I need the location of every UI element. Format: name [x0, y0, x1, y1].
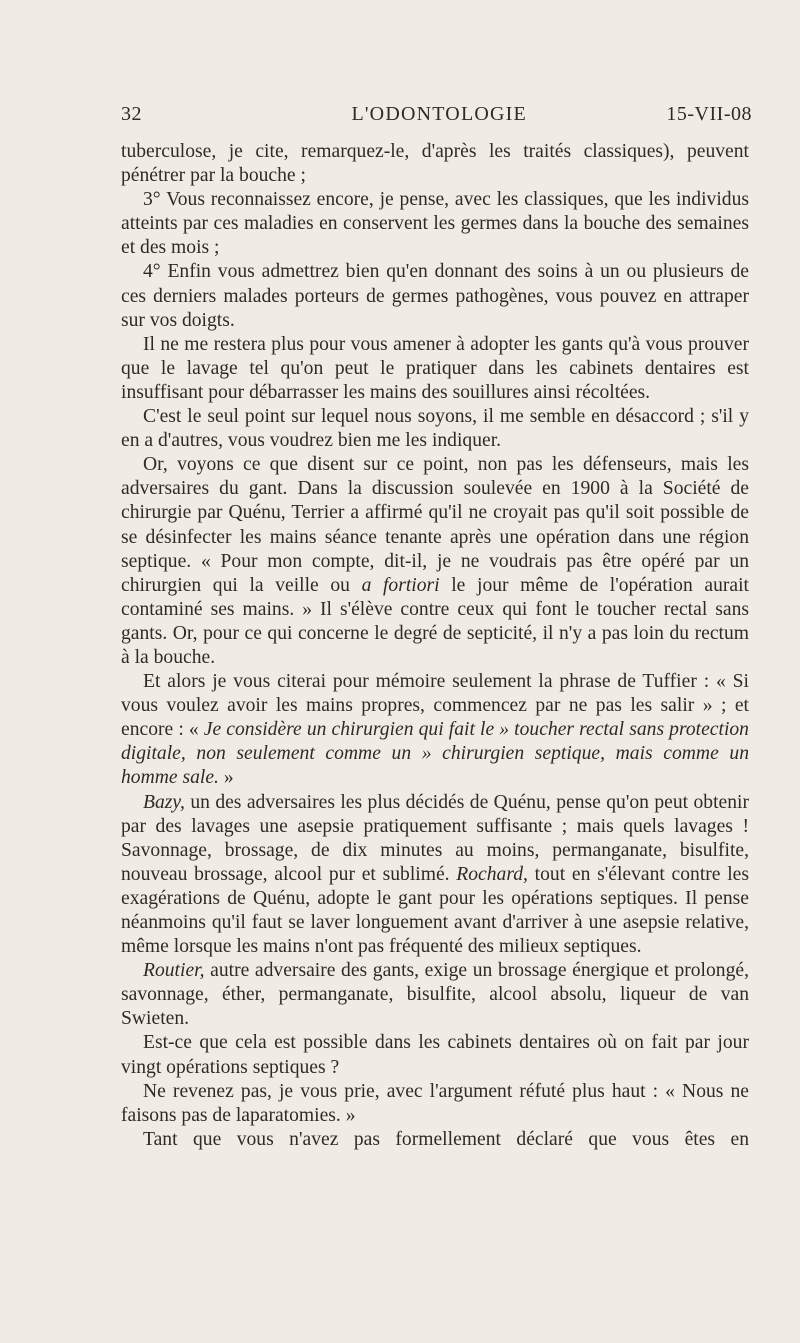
italic-name-routier: Routier,	[143, 960, 205, 982]
italic-name-rochard: Rochard,	[456, 863, 528, 885]
paragraph-rochard-text: tout en s'élevant contre les exagérations de Quénu, adopte le gant pour les opérations septiques. Il pense néanmoins qu'il faut se laver longuement avant d'arriver à une asepsie relative, même lorsque les mains n'ont pas fréquenté des milieux septiques.	[121, 863, 749, 958]
paragraph-point-4: 4° Enfin vous admettrez bien qu'en donnant des soins à un ou plusieurs de ces derniers malades porteurs de germes pathogènes, vous pouvez en attraper sur vos doigts.	[121, 261, 749, 331]
paragraph-terrier-text-b: le jour même de l'opération aurait contaminé ses mains. » Il s'élève contre ceux qui font le toucher rectal sans gants. Or, pour ce qui concerne le degré de septicité, il n'y a pas loin du rectum à la bouche.	[121, 574, 749, 668]
paragraph-terrier	[121, 453, 749, 670]
paragraph-routier-text: autre adversaire des gants, exige un brossage énergique et prolongé, savonnage, éther, permanganate, bisulfite, alcool absolu, liqueur de van Swieten.	[121, 960, 749, 1030]
journal-title: L'ODONTOLOGIE	[351, 103, 527, 125]
paragraph-routier	[121, 959, 749, 1031]
issue-date: 15-VII-08	[666, 103, 752, 125]
page-number: 32	[121, 103, 142, 125]
running-header	[121, 103, 752, 126]
paragraph-bazy-rochard	[121, 791, 749, 960]
paragraph-terrier-text-a: Or, voyons ce que disent sur ce point, non pas les défenseurs, mais les adversaires du gant. Dans la discussion soulevée en 1900 à la Société de chirurgie par Quénu, Terrier a affirmé qu'il ne croyait pas qu'il soit possible de se désinfecter les mains séance tenante après une opération dans une région septique. « Pour mon compte, dit-il, je ne voudrais pas être opéré par un chirurgien qui la veille ou	[121, 454, 749, 596]
body-text	[121, 140, 749, 1152]
paragraph-cabinets: Est-ce que cela est possible dans les cabinets dentaires où on fait par jour vingt opérations septiques ?	[121, 1032, 749, 1078]
paragraph-continuation: tuberculose, je cite, remarquez-le, d'après les traités classiques), peuvent pénétrer par la bouche ;	[121, 141, 749, 187]
paragraph-tuffier-text-b: »	[223, 767, 234, 789]
paragraph-tuffier-text-a: Et alors je vous citerai pour mémoire seulement la phrase de Tuffier : « Si vous voulez avoir les mains propres, commencez par ne pas les salir » ; et encore : «	[121, 671, 749, 741]
paragraph-desaccord: C'est le seul point sur lequel nous soyons, il me semble en désaccord ; s'il y en a d'autres, vous voudrez bien me les indiquer.	[121, 406, 749, 452]
paragraph-bazy-text: un des adversaires les plus décidés de Quénu, pense qu'on peut obtenir par des lavages une asepsie pratiquement suffisante ; mais quels lavages ! Savonnage, brossage, de dix minutes au moins, permanganate, bisulfite, nouveau brossage, alcool pur et sublimé.	[121, 791, 749, 885]
paragraph-lavage: Il ne me restera plus pour vous amener à adopter les gants qu'à vous prouver que le lavage tel qu'on peut le pratiquer dans les cabinets dentaires est insuffisant pour débarrasser les mains des souillures ainsi récoltées.	[121, 333, 749, 403]
paragraph-point-3: 3° Vous reconnaissez encore, je pense, avec les classiques, que les individus atteints par ces maladies en conservent les germes dans la bouche des semaines et des mois ;	[121, 189, 749, 259]
italic-a-fortiori: a fortiori	[361, 574, 440, 596]
italic-name-bazy: Bazy,	[143, 791, 185, 813]
paragraph-tuffier	[121, 670, 749, 790]
italic-tuffier-quote: Je considère un chirurgien qui fait le » toucher rectal sans protection digitale, non seulement comme un » chirurgien septique, mais comme un homme sale.	[121, 719, 749, 789]
paragraph-argument: Ne revenez pas, je vous prie, avec l'argument réfuté plus haut : « Nous ne faisons pas de laparatomies. »	[121, 1080, 749, 1126]
paragraph-last-line: Tant que vous n'avez pas formellement déclaré que vous êtes en	[143, 1128, 749, 1150]
